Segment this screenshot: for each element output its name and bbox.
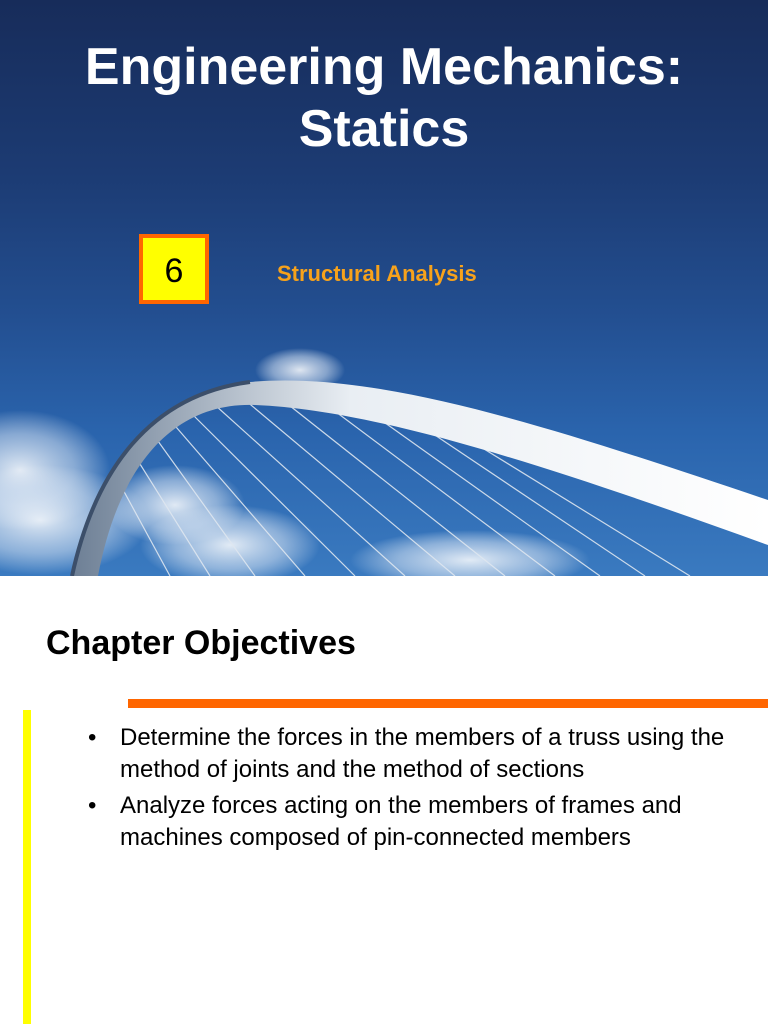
chapter-number-badge [139,234,209,304]
yellow-side-bar [23,710,31,1024]
list-item-text: Determine the forces in the members of a truss using the method of joints and the method of sections [120,724,725,783]
title-line-2: Statics [298,100,470,158]
orange-divider [128,699,768,708]
list-item-text: Analyze forces acting on the members of frames and machines composed of pin-connected members [120,792,682,851]
objectives-heading: Chapter Objectives [46,624,356,662]
presentation-title [0,36,768,160]
chapter-subtitle: Structural Analysis [277,261,477,286]
chapter-number: 6 [164,252,184,290]
objectives-list [84,722,744,858]
bullet-symbol: • [88,792,97,819]
title-line-1: Engineering Mechanics: [84,38,684,96]
list-item [84,722,744,786]
list-item [84,790,744,854]
bullet-symbol: • [88,724,97,751]
objectives-slide [0,576,768,1024]
